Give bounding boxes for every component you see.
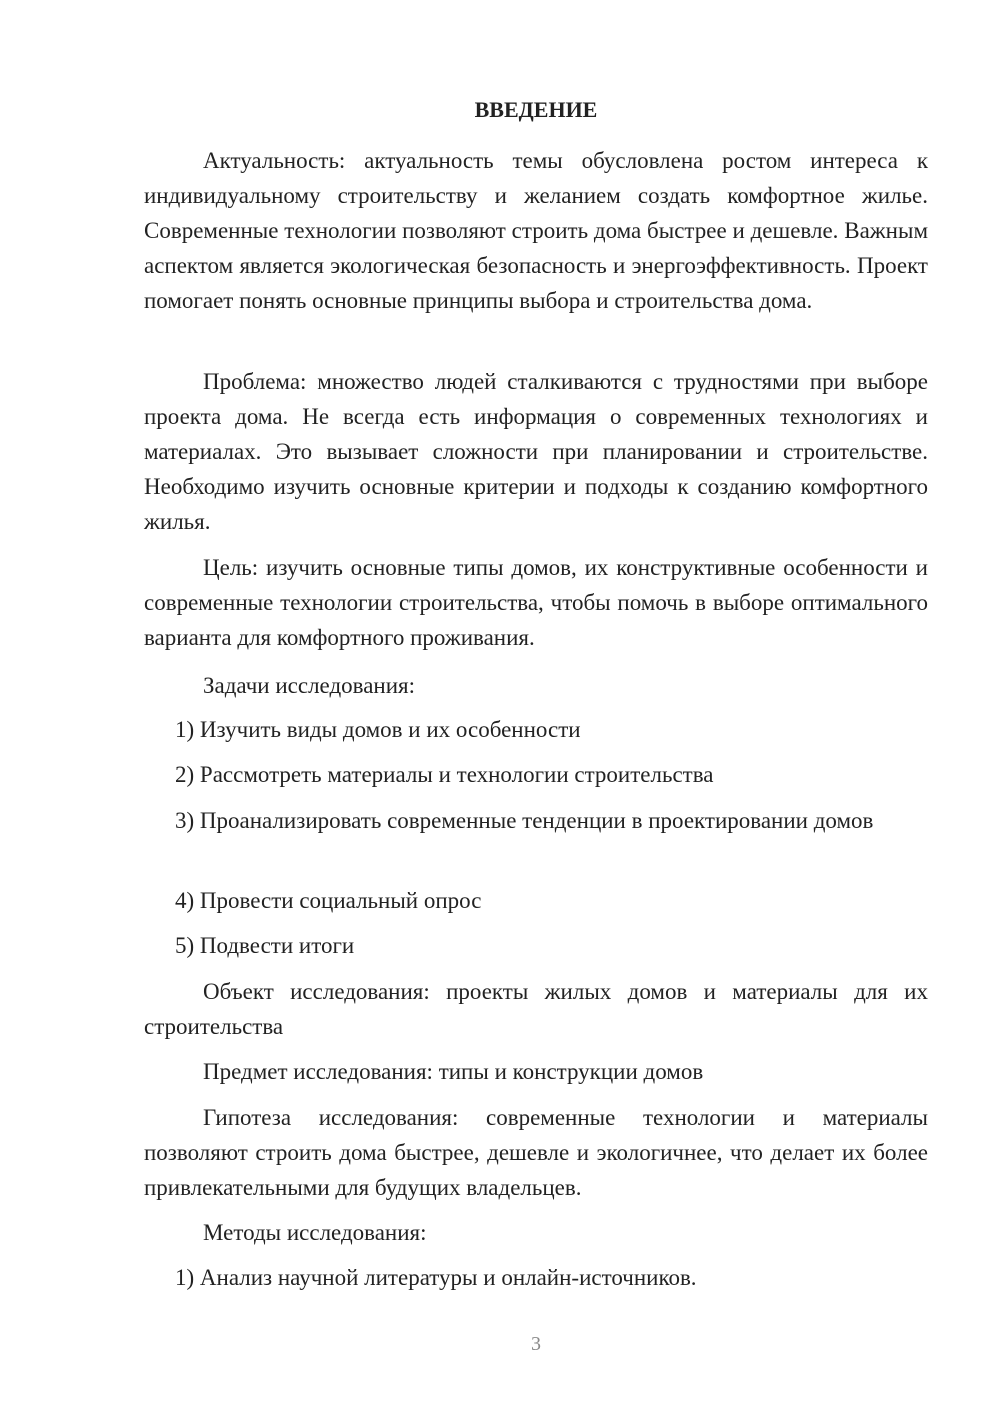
task-item: 3) Проанализировать современные тенденции в проектировании домов — [175, 808, 874, 833]
paragraph-problem: Проблема: множество людей сталкиваются с трудностями при выборе проекта дома. Не всегда есть информация о современных технологиях и материалах. Это вызывает сложности при планировании и строительстве. Необходимо изучить основные критерии и подходы к созданию комфортного жилья. — [144, 369, 928, 534]
tasks-heading: Задачи исследования: — [203, 673, 416, 698]
task-item: 4) Провести социальный опрос — [175, 888, 482, 913]
method-item: 1) Анализ научной литературы и онлайн-источников. — [175, 1265, 697, 1290]
page-number: 3 — [531, 1333, 541, 1355]
task-item: 2) Рассмотреть материалы и технологии строительства — [175, 762, 714, 787]
task-item: 5) Подвести итоги — [175, 933, 355, 958]
paragraph-subject: Предмет исследования: типы и конструкции домов — [203, 1059, 704, 1084]
paragraph-relevance: Актуальность: актуальность темы обусловлена ростом интереса к индивидуальному строительству и желанием создать комфортное жилье. Современные технологии позволяют строить дома быстрее и дешевле. Важным аспектом является экологическая безопасность и энергоэффективность. Проект помогает понять основные принципы выбора и строительства дома. — [144, 148, 928, 313]
paragraph-hypothesis: Гипотеза исследования: современные технологии и материалы позволяют строить дома быстрее, дешевле и экологичнее, что делает их более привлекательными для будущих владельцев. — [144, 1105, 928, 1200]
paragraph-object: Объект исследования: проекты жилых домов и материалы для их строительства — [144, 979, 928, 1039]
task-item: 1) Изучить виды домов и их особенности — [175, 717, 581, 742]
methods-heading: Методы исследования: — [203, 1220, 427, 1245]
paragraph-goal: Цель: изучить основные типы домов, их конструктивные особенности и современные технологии строительства, чтобы помочь в выборе оптимального варианта для комфортного проживания. — [144, 555, 928, 650]
page-title: ВВЕДЕНИЕ — [474, 97, 598, 122]
